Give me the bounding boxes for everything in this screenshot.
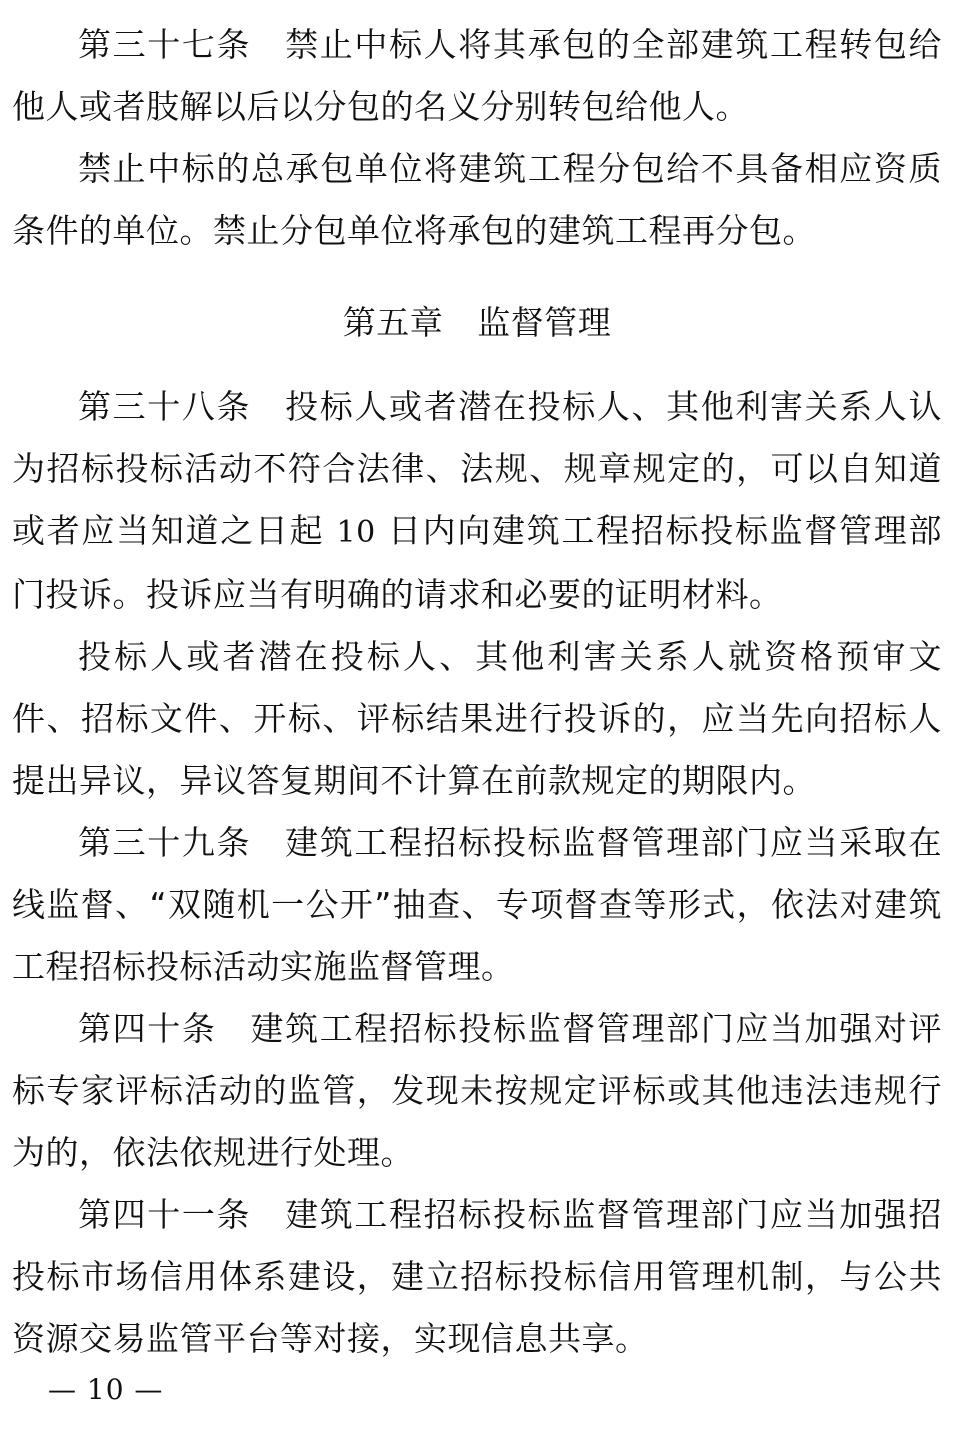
article-40-text: 建筑工程招标投标监督管理部门应当加强对评标专家评标活动的监管，发现未按规定评标或其他违法违规行为的，依法依规进行处理。 xyxy=(12,1009,943,1172)
article-40 xyxy=(12,998,942,1184)
chapter-heading xyxy=(12,292,942,354)
article-41-text: 建筑工程招标投标监督管理部门应当加强招投标市场信用体系建设，建立招标投标信用管理机制，与公共资源交易监管平台等对接，实现信息共享。 xyxy=(12,1195,943,1358)
page-number: — 10 — xyxy=(48,1373,164,1406)
chapter-number: 第五章 xyxy=(342,303,444,342)
document-page xyxy=(12,14,942,1370)
article-39-text: 建筑工程招标投标监督管理部门应当采取在线监督、“双随机一公开”抽查、专项督查等形式，依法对建筑工程招标投标活动实施监督管理。 xyxy=(12,823,943,986)
article-38-days: 10 xyxy=(336,515,376,550)
article-41-number: 第四十一条 xyxy=(78,1195,252,1234)
article-38-paragraph-2: 投标人或者潜在投标人、其他利害关系人就资格预审文件、招标文件、开标、评标结果进行投诉的，应当先向招标人提出异议，异议答复期间不计算在前款规定的期限内。 xyxy=(12,637,942,800)
article-38-number: 第三十八条 xyxy=(78,387,252,426)
article-38-text-before: 投标人或者潜在投标人、其他利害关系人认为招标投标活动不符合法律、法规、规章规定的，可以自知道或者应当知道之日起 xyxy=(12,387,943,550)
article-39-number: 第三十九条 xyxy=(78,823,252,862)
article-37-paragraph-2: 禁止中标的总承包单位将建筑工程分包给不具备相应资质条件的单位。禁止分包单位将承包的建筑工程再分包。 xyxy=(12,149,942,250)
article-41 xyxy=(12,1184,942,1370)
article-38-text-after: 日内向建筑工程招标投标监督管理部门投诉。投诉应当有明确的请求和必要的证明材料。 xyxy=(12,511,943,614)
article-40-number: 第四十条 xyxy=(78,1009,217,1048)
article-38 xyxy=(12,376,942,626)
article-37-text: 禁止中标人将其承包的全部建筑工程转包给他人或者肢解以后以分包的名义分别转包给他人。 xyxy=(12,25,943,126)
article-39 xyxy=(12,812,942,998)
chapter-title: 监督管理 xyxy=(477,303,612,342)
article-37-number: 第三十七条 xyxy=(78,25,252,64)
article-37 xyxy=(12,14,942,138)
